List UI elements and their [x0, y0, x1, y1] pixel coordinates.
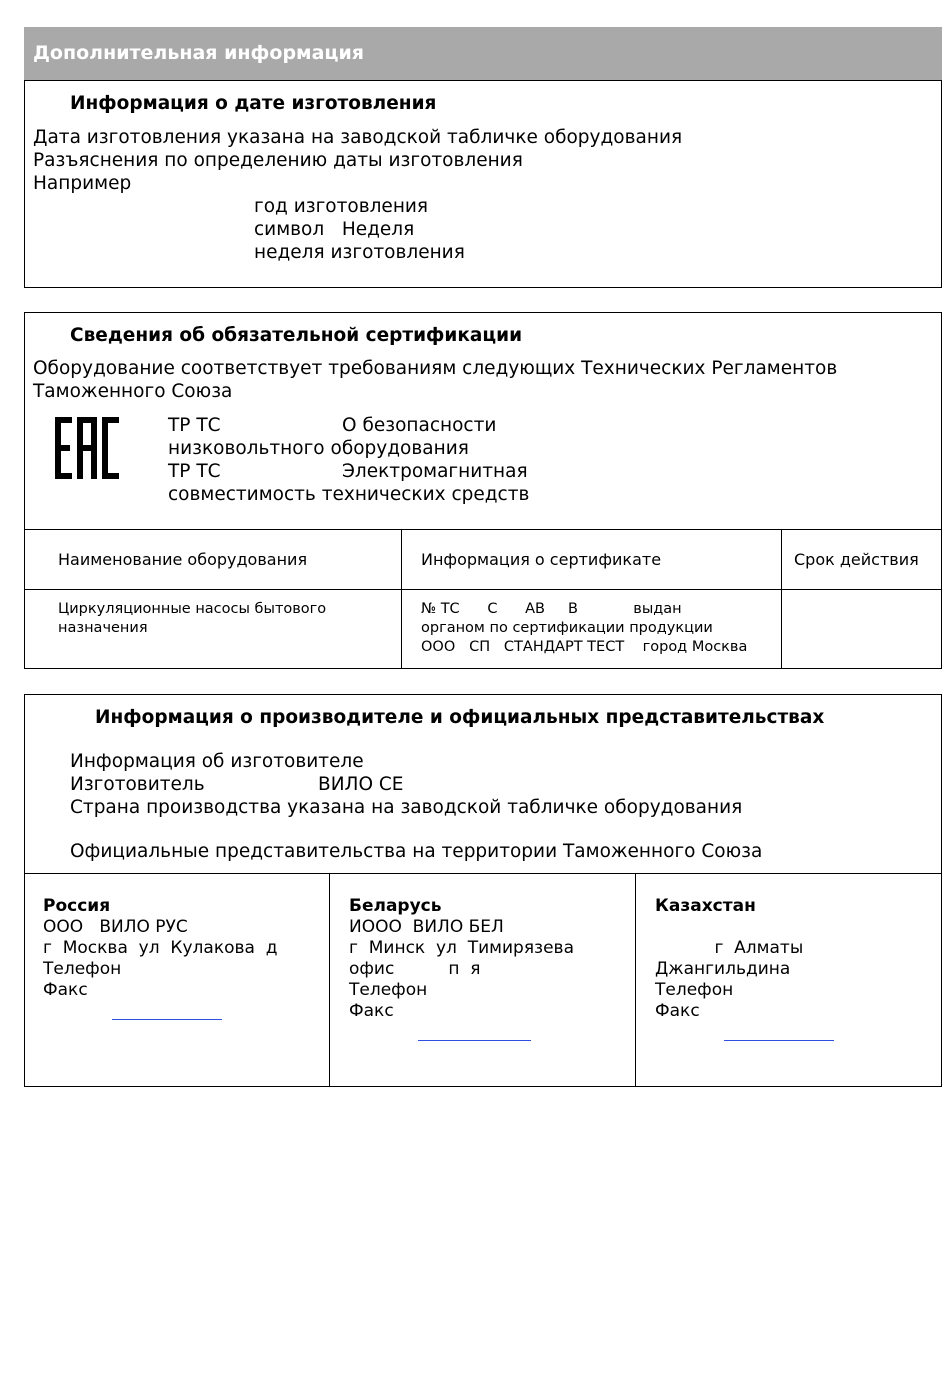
table-top-border: [24, 529, 942, 530]
table-cell-certificate-line1: № ТС С АВ В выдан: [421, 601, 682, 617]
regulation1-title-cont: низковольтного оборудования: [168, 438, 469, 459]
table-cell-equipment-line2: назначения: [58, 620, 148, 636]
offices-col-divider: [329, 873, 330, 1087]
regulation2-title-cont: совместимость технических средств: [168, 484, 530, 505]
manufacturer-info-label: Информация об изготовителе: [70, 751, 364, 772]
office-belarus-link[interactable]: [418, 1040, 531, 1041]
manufacture-date-line1: Дата изготовления указана на заводской табличке оборудования: [33, 127, 683, 148]
table-header-validity: Срок действия: [794, 550, 919, 569]
office-belarus-phone: Телефон: [349, 980, 428, 1000]
regulation1-code: ТР ТС: [168, 415, 221, 436]
office-kazakhstan-line3: Джангильдина: [655, 959, 791, 979]
office-kazakhstan-line2: г Алматы: [655, 938, 804, 958]
manufacture-date-line3: Например: [33, 173, 132, 194]
example-symbol: символ Неделя: [254, 219, 415, 240]
regulation1-title: О безопасности: [342, 415, 497, 436]
table-header-equipment: Наименование оборудования: [58, 550, 308, 569]
office-russia-link[interactable]: [112, 1019, 222, 1020]
office-kazakhstan-link[interactable]: [724, 1040, 834, 1041]
office-belarus-fax: Факс: [349, 1001, 394, 1021]
manufacturer-heading: Информация о производителе и официальных представительствах: [95, 707, 825, 728]
table-cell-equipment-line1: Циркуляционные насосы бытового: [58, 601, 327, 617]
office-kazakhstan-phone: Телефон: [655, 980, 734, 1000]
office-belarus-line1: ИООО ВИЛО БЕЛ: [349, 917, 504, 937]
office-russia-line1: ООО ВИЛО РУС: [43, 917, 188, 937]
office-russia-country: Россия: [43, 896, 111, 916]
manufacturer-maker-label: Изготовитель: [70, 774, 205, 795]
office-russia-phone: Телефон: [43, 959, 122, 979]
manufacturer-country-note: Страна производства указана на заводской табличке оборудования: [70, 797, 743, 818]
table-col-divider: [401, 529, 402, 669]
table-col-divider: [781, 529, 782, 669]
office-belarus-line2: г Минск ул Тимирязева: [349, 938, 574, 958]
certification-intro-line2: Таможенного Союза: [33, 381, 233, 402]
section-header: [24, 27, 942, 81]
manufacturer-maker-name: ВИЛО СЕ: [318, 774, 404, 795]
office-belarus-line3: офис п я: [349, 959, 481, 979]
certification-heading: Сведения об обязательной сертификации: [70, 325, 523, 346]
office-russia-fax: Факс: [43, 980, 88, 1000]
example-week: неделя изготовления: [254, 242, 465, 263]
eac-logo: [55, 417, 119, 479]
example-year: год изготовления: [254, 196, 429, 217]
regulation2-title: Электромагнитная: [342, 461, 528, 482]
certification-intro-line1: Оборудование соответствует требованиям следующих Технических Регламентов: [33, 358, 838, 379]
table-header-border: [24, 589, 942, 590]
manufacture-date-heading: Информация о дате изготовления: [70, 93, 437, 114]
offices-top-border: [24, 873, 942, 874]
regulation2-code: ТР ТС: [168, 461, 221, 482]
offices-col-divider: [635, 873, 636, 1087]
office-russia-line2: г Москва ул Кулакова д: [43, 938, 278, 958]
office-kazakhstan-fax: Факс: [655, 1001, 700, 1021]
table-cell-certificate-line3: ООО СП СТАНДАРТ ТЕСТ город Москва: [421, 639, 748, 655]
office-belarus-country: Беларусь: [349, 896, 442, 916]
representatives-heading: Официальные представительства на территории Таможенного Союза: [70, 841, 763, 862]
manufacture-date-line2: Разъяснения по определению даты изготовления: [33, 150, 523, 171]
section-header-title: Дополнительная информация: [33, 42, 364, 64]
office-kazakhstan-country: Казахстан: [655, 896, 756, 916]
table-header-certificate: Информация о сертификате: [421, 550, 662, 569]
table-cell-certificate-line2: органом по сертификации продукции: [421, 620, 713, 636]
